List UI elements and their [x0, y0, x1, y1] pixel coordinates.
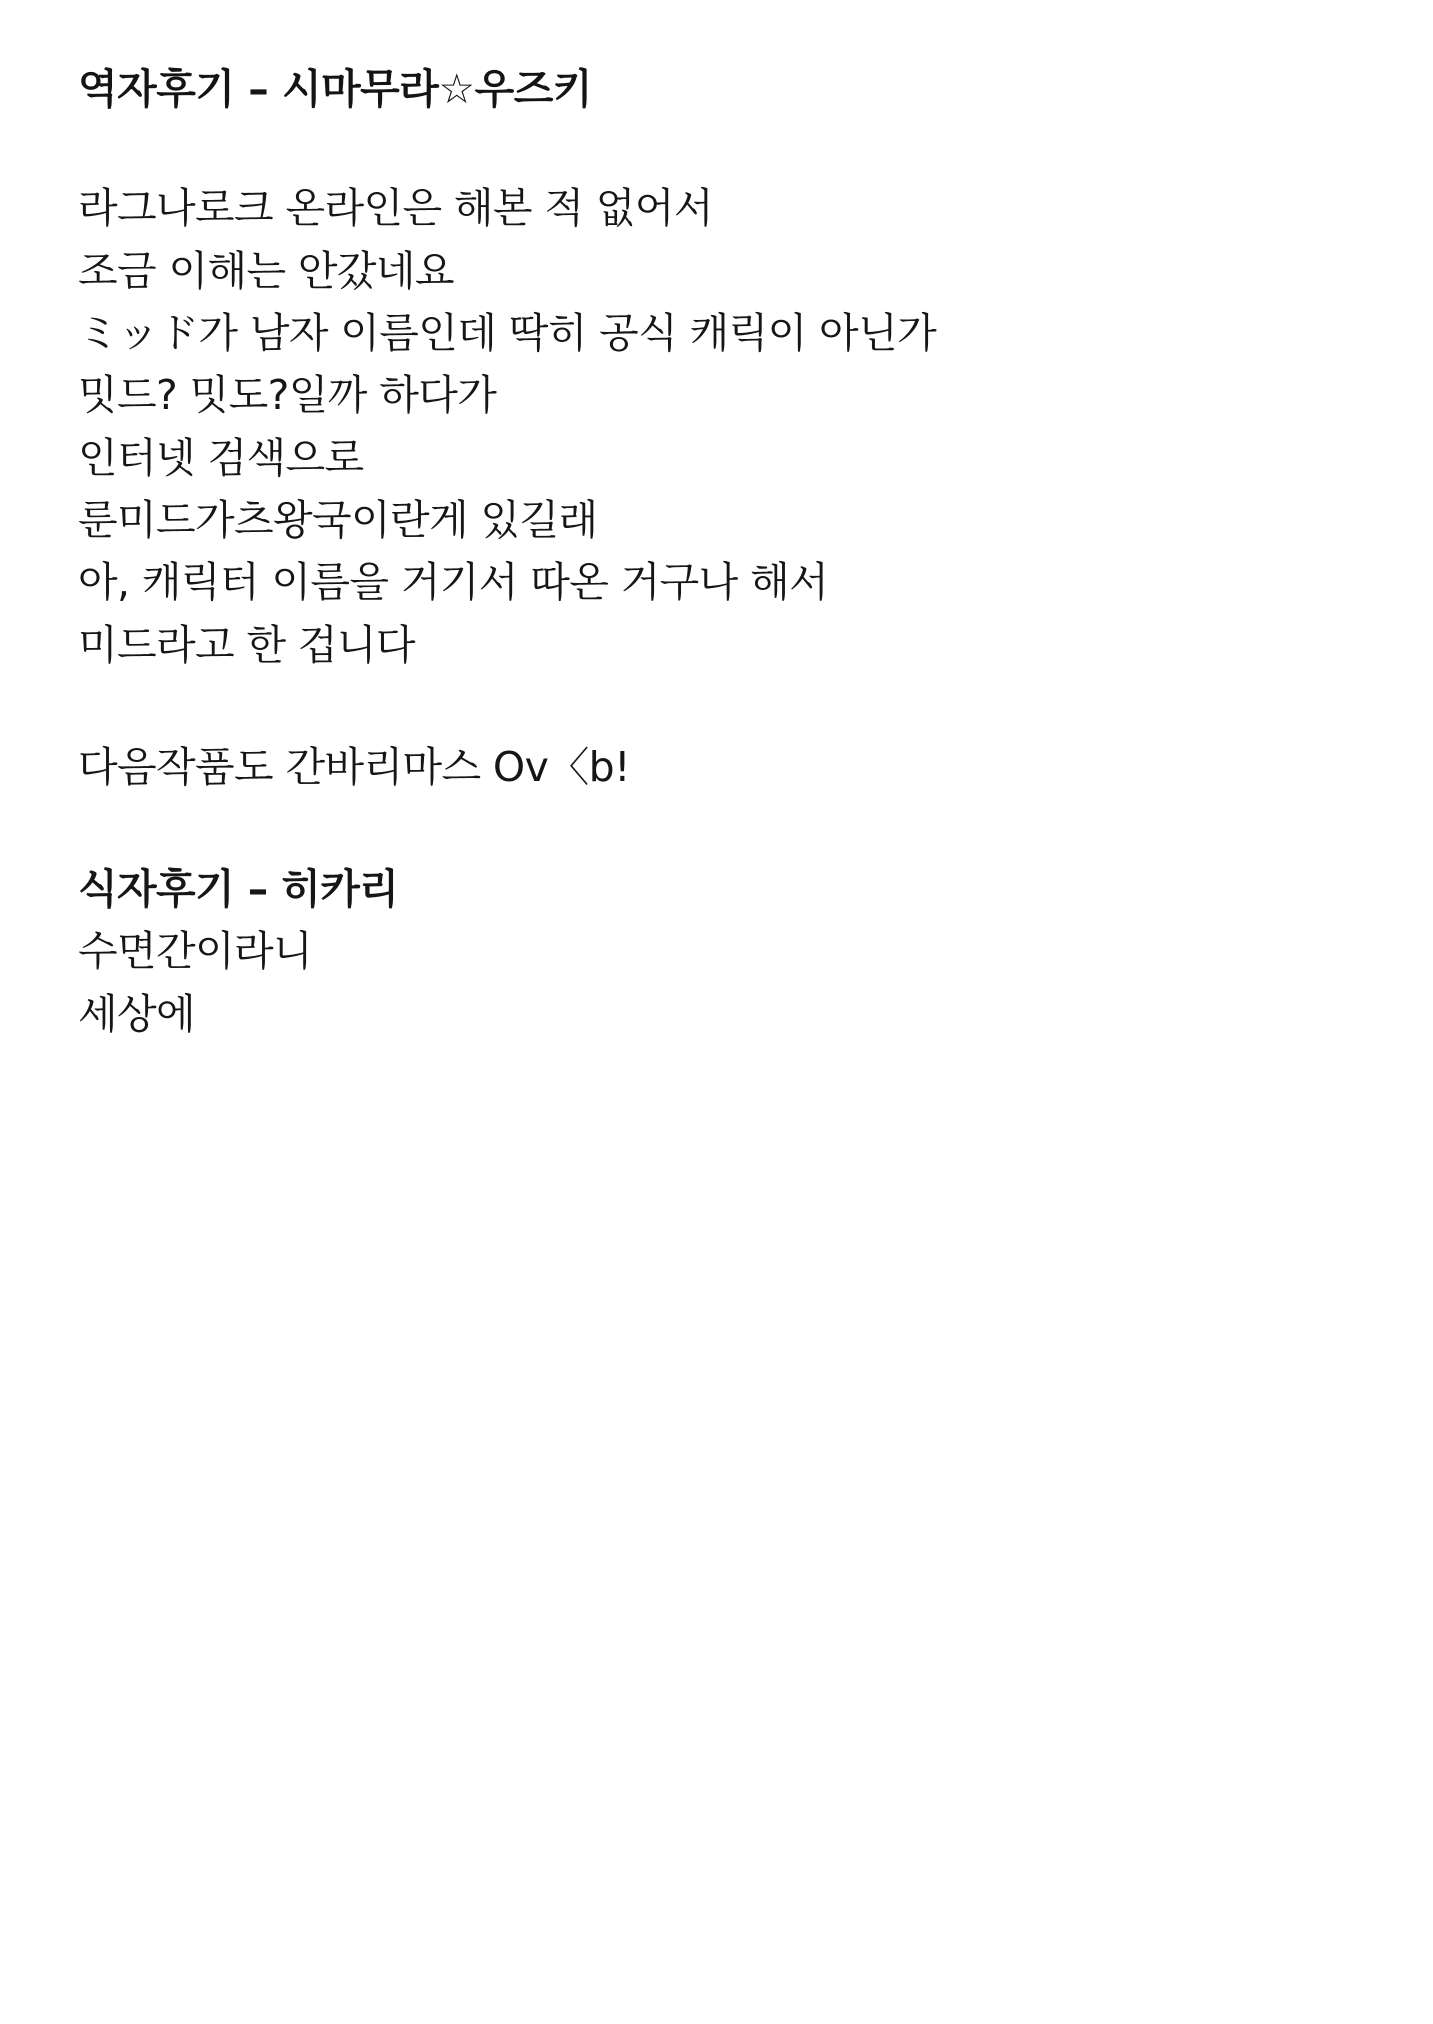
note-line: 다음작품도 간바리마스 Ov〈b! [78, 742, 630, 791]
section-heading: 식자후기 – 히카리 [78, 865, 399, 914]
section-typesetter-note [78, 858, 1353, 1045]
page-title: 역자후기 – 시마무라☆우즈키 [78, 65, 592, 113]
note-line: 수면간이라니 [78, 927, 313, 976]
note-line: 라그나로크 온라인은 해본 적 없어서 [78, 184, 713, 233]
note-line: 세상에 [78, 989, 196, 1038]
section-translator-note [78, 177, 1353, 676]
note-line: 밋드? 밋도?일까 하다가 [78, 371, 497, 420]
note-line: 인터넷 검색으로 [78, 433, 364, 482]
note-line: 조금 이해는 안갔네요 [78, 246, 454, 295]
note-line: 룬미드가츠왕국이란게 있길래 [78, 495, 598, 544]
note-line: 미드라고 한 겁니다 [78, 620, 415, 669]
note-line: ミッド가 남자 이름인데 딱히 공식 캐릭이 아닌가 [78, 308, 937, 357]
note-line: 아, 캐릭터 이름을 거기서 따온 거구나 해서 [78, 558, 829, 607]
section-closing-note [78, 736, 1353, 798]
